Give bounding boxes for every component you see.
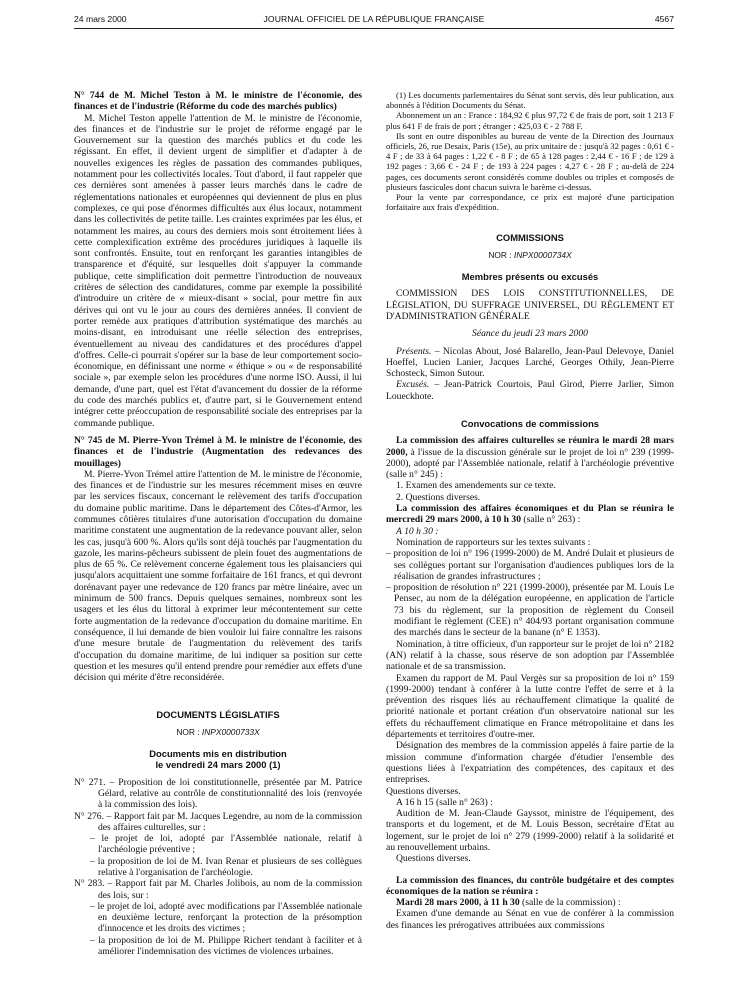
header-date: 24 mars 2000 xyxy=(74,14,127,24)
document-271: N° 271. – Proposition de loi constitutionnelle, présentée par M. Patrice Gélard, relative au contrôle de constitutionnalité des lois (renvoyée à la commission des lois). xyxy=(74,776,362,811)
eco-para-6: Questions diverses. xyxy=(396,853,471,865)
header-rule xyxy=(74,28,674,29)
finance-commission-para: La commission des finances, du contrôle budgétaire et des comptes économiques de la nation se réunira : xyxy=(386,874,674,897)
eco-para-3: Désignation des membres de la commission appelés à faire partie de la mission commune d'information chargée d'étudier l'ensemble des questions liées à l'expatriation des compétences, des capitaux et des entreprises. xyxy=(386,740,674,786)
commissions-title: COMMISSIONS xyxy=(496,232,564,244)
commissions-nor: NOR : INPX0000734X xyxy=(488,249,572,260)
culture-item-2: 2. Questions diverses. xyxy=(396,491,481,503)
eco-nomination: Nomination de rapporteurs sur les textes suivants : xyxy=(396,536,591,548)
question-744-heading: N° 744 de M. Michel Teston à M. le ministre de l'économie, des finances et de l'industrie (Réforme du code des marchés publics) xyxy=(74,90,362,113)
document-283-item-b: – la proposition de loi de M. Philippe Richert tendant à faciliter et à améliorer l'indemnisation des victimes de violences urbaines. xyxy=(90,934,362,958)
eco-time-1030: A 10 h 30 : xyxy=(396,525,439,537)
question-745-body: M. Pierre-Yvon Trémel attire l'attention de M. le ministre de l'économie, des finances et de l'industrie sur les mesures récemment mises en œuvre par les services fiscaux, concernant le relèvement des tarifs d'occupation du domaine public maritime. Dans le département des Côtes-d'Armor, les communes côtières titulaires d'une autorisation d'occupation du domaine maritime constatent une augmentation de la redevance pouvant aller, selon les cas, jusqu'à 600 %. Alors qu'ils sont déjà touchés par l'augmentation du gazole, les marins-pêcheurs subissent de plein fouet des augmentations de plus de 65 %. Ce relèvement concerne également tous les plaisanciers qui jusqu'alors acquittaient une somme forfaitaire de 161 francs, et qui devront dorénavant payer une redevance de 120 francs par mètre linéaire, avec un minimum de 500 francs. Depuis quelques semaines, nombreux sont les usagers et les élus du littoral à exprimer leur mécontentement sur cette forte augmentation de la redevance d'occupation du domaine maritime. En conséquence, il lui demande de bien vouloir lui faire connaître les raisons d'une mesure brutale de l'augmentation du relèvement des tarifs d'occupation du domaine maritime, de lui indiquer sa position sur cette question et les mesures qu'il entend prendre pour remédier aux effets d'une décision qui mérite d'être reconsidérée. xyxy=(74,468,362,684)
eco-time-1615: A 16 h 15 (salle n° 263) : xyxy=(396,796,493,808)
eco-para-5: Audition de M. Jean-Claude Gayssot, ministre de l'équipement, des transports et du logement, et de M. Louis Besson, secrétaire d'Etat au logement, sur le projet de loi n° 279 (1999-2000) relatif à la solidarité et au renouvellement urbains. xyxy=(386,808,674,853)
finance-para-1: Examen d'une demande au Sénat en vue de conférer à la commission des finances les prérogatives attribuées aux commissions xyxy=(386,908,674,931)
convocations-title: Convocations de commissions xyxy=(460,418,600,429)
documents-subtitle-1: Documents mis en distribution xyxy=(149,748,287,760)
page-header xyxy=(74,14,674,26)
commission-des-lois-heading: COMMISSION DES LOIS CONSTITUTIONNELLES, DE LÉGISLATION, DU SUFFRAGE UNIVERSEL, DU RÈGLEMENT ET D'ADMINISTRATION GÉNÉRALE xyxy=(386,288,674,322)
footnote-subscription: Abonnement un an : France : 184,92 € plus 97,72 € de frais de port, soit 1 213 F plus 641 F de frais de port ; étranger : 425,03 € - 2 788 F. xyxy=(386,110,674,131)
document-283: N° 283. – Rapport fait par M. Charles Jolibois, au nom de la commission des lois, sur : xyxy=(74,878,362,901)
membres-presents-title: Membres présents ou excusés xyxy=(461,271,599,283)
eco-para-2: Examen du rapport de M. Paul Vergès sur sa proposition de loi n° 159 (1999-2000) tendant à conférer à la lutte contre l'effet de serre et à la prévention des risques liés au réchauffement climatique la qualité de priorité nationale et portant création d'un observatoire national sur les effets du réchauffement climatique en France métropolitaine et dans les départements et territoires d'outre-mer. xyxy=(386,672,674,741)
eco-dash-2: – proposition de résolution n° 221 (1999-2000), présentée par M. Louis Le Pensec, au nom de la délégation européenne, en application de l'article 73 bis du règlement, sur la proposition de règlement du Conseil modifiant le règlement (CEE) n° 404/93 portant organisation commune des marchés dans le secteur de la banane (n° E 1353). xyxy=(386,582,674,639)
presents-list: Présents. – Nicolas About, José Balarello, Jean-Paul Delevoye, Daniel Hoeffel, Lucien Lanier, Jacques Larché, Georges Othily, Jean-Pierre Schosteck, Simon Sutour. xyxy=(386,345,674,380)
right-column xyxy=(386,90,674,980)
eco-para-1: Nomination, à titre officieux, d'un rapporteur sur le projet de loi n° 2182 (AN) relatif à la chasse, sous réserve de son adoption par l'Assemblée nationale et de sa transmission. xyxy=(386,638,674,673)
footnote-prices: Ils sont en outre disponibles au bureau de vente de la Direction des Journaux officiels, 26, rue Desaix, Paris (15e), au prix unitaire de : jusqu'à 32 pages : 0,61 € - 4 F ; de 33 à 64 pages : 1,22 € - 8 F ; de 65 à 128 pages : 2,44 € - 16 F ; de 129 à 192 pages : 3,66 € - 24 F ; de 193 à 224 pages : 4,27 € - 28 F ; au-delà de 224 pages, ces documents seront considérés comme doubles ou triples et composés de plusieurs fascicules dont chacun suivra le barème ci-dessus. xyxy=(386,130,674,192)
finance-date: Mardi 28 mars 2000, à 11 h 30 (salle de la commission) : xyxy=(396,897,621,909)
header-page-number: 4567 xyxy=(654,14,674,24)
documents-legislatifs-title: DOCUMENTS LÉGISLATIFS xyxy=(156,709,280,721)
header-journal-title: JOURNAL OFFICIEL DE LA RÉPUBLIQUE FRANÇAISE xyxy=(263,14,485,24)
eco-dash-1: – proposition de loi n° 196 (1999-2000) de M. André Dulait et plusieurs de ses collègues portant sur l'organisation d'audiences publiques lors de la réalisation de grandes infrastructures ; xyxy=(386,548,674,582)
footnote-mail-order: Pour la vente par correspondance, ce prix est majoré d'une participation forfaitaire aux frais d'expédition. xyxy=(386,192,674,213)
document-276-item-b: – la proposition de loi de M. Ivan Renar et plusieurs de ses collègues relative à l'organisation de l'archéologie. xyxy=(90,855,362,878)
question-744-body: M. Michel Teston appelle l'attention de M. le ministre de l'économie, des finances et de l'industrie sur le projet de réforme engagé par le Gouvernement sur la question des marchés publics et du code les régissant. En effet, il devient urgent de simplifier et d'adapter à de nouvelles exigences les règles de passation des commandes publiques, notamment pour les collectivités locales. Tout d'abord, il faut rappeler que ces dernières sont amenées à passer leurs marchés dans le cadre de réglementations nationales et européennes qui deviennent de plus en plus complexes, ce qui pose d'énormes difficultés aux élus locaux, notamment dans les collectivités de petite taille. Les craintes exprimées par les élus, et notamment les maires, au cours des derniers mois sont étroitement liées à cette complexification extrême des procédures juridiques à laquelle ils sont confrontés. Ensuite, tout en renforçant les garanties intangibles de transparence et d'équité, sur lesquelles doit s'appuyer la commande publique, cette simplification doit permettre l'introduction de nouveaux critères de sélection des candidatures, comme par exemple la possibilité d'introduire un critère de « mieux-disant » social, pour mettre fin aux dérives qui ont vu le jour au cours des dernières années. Il convient de porter remède aux pratiques d'attribution systématique des marchés au moins-disant, en introduisant une réelle sélection des entreprises, éventuellement au niveau des candidatures et des procédures d'appel d'offres. Celle-ci pourrait s'opérer sur la base de leur comportement socio-économique, en définissant une norme « éthique » ou « de responsabilité sociale », par exemple selon les procédures d'une norme ISO. Aussi, il lui demande, d'une part, quel est l'état d'avancement du dossier de la réforme du code des marchés publics et, d'autre part, si le Gouvernement entend intégrer cette préoccupation de responsabilité sociale des entreprises par la commande publique. xyxy=(74,112,362,429)
eco-commission-para: La commission des affaires économiques et du Plan se réunira le mercredi 29 mars 2000, à 10 h 30 (salle n° 263) : xyxy=(386,503,674,526)
document-283-item-a: – le projet de loi, adopté avec modifications par l'Assemblée nationale en deuxième lecture, renforçant la protection de la présomption d'innocence et les droits des victimes ; xyxy=(90,900,362,935)
eco-para-4: Questions diverses. xyxy=(386,785,461,797)
left-column xyxy=(74,90,362,980)
excuses-list: Excusés. – Jean-Patrick Courtois, Paul Girod, Pierre Jarlier, Simon Loueckhote. xyxy=(386,379,674,402)
culture-commission-para: La commission des affaires culturelles se réunira le mardi 28 mars 2000, à l'issue de la discussion générale sur le projet de loi n° 239 (1999-2000), adopté par l'Assemblée nationale, relatif à l'archéologie préventive (salle n° 245) : xyxy=(386,435,674,481)
documents-nor: NOR : INPX0000733X xyxy=(176,726,260,737)
document-276: N° 276. – Rapport fait par M. Jacques Legendre, au nom de la commission des affaires culturelles, sur : xyxy=(74,810,362,833)
seance-date: Séance du jeudi 23 mars 2000 xyxy=(472,328,588,340)
culture-item-1: 1. Examen des amendements sur ce texte. xyxy=(396,480,556,492)
footnote-1: (1) Les documents parlementaires du Sénat sont servis, dès leur publication, aux abonnés à l'édition Documents du Sénat. xyxy=(386,90,674,111)
documents-subtitle-2: le vendredi 24 mars 2000 (1) xyxy=(155,759,281,771)
question-745-heading: N° 745 de M. Pierre-Yvon Trémel à M. le ministre de l'économie, des finances et de l'industrie (Augmentation des redevances des mouillages) xyxy=(74,434,362,469)
document-276-item-a: – le projet de loi, adopté par l'Assemblée nationale, relatif à l'archéologie préventive ; xyxy=(90,833,362,856)
